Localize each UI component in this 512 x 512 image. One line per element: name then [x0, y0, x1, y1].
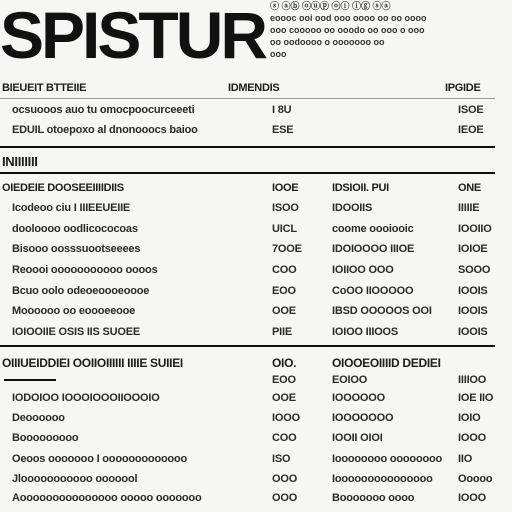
- section2-row-value: IOOIIO: [458, 223, 492, 235]
- section2-row-value: OOE: [272, 305, 296, 317]
- section3-row-label: Deoooooo: [12, 412, 65, 424]
- section2-row-value: IOOIS: [458, 305, 488, 317]
- section2-row-label: Bisooo oosssuootseeees: [12, 243, 141, 255]
- section2-row-value: ISOO: [272, 202, 299, 214]
- section2-row-value: IOOIS: [458, 326, 488, 338]
- section2-row-label: dooloooo oodlicococoas: [12, 223, 138, 235]
- section2-row-value: IOIOO IIIOOS: [332, 326, 399, 338]
- section2-header-col4: ONE: [458, 182, 481, 194]
- section2-row-value: SOOO: [458, 264, 491, 276]
- section2-row-value: PIIE: [272, 326, 292, 338]
- section3-subheader: EOIOO: [332, 374, 368, 386]
- section1-row-value: I 8U: [272, 104, 292, 116]
- tagline-line: ⓢ ⓐⓑ ⓞⓤⓟ ⓞⓘ ⓘⓖ ⓢⓐ: [270, 1, 391, 11]
- section2-row-value: IDOOIIS: [332, 202, 373, 214]
- section3-row-value: IOOO: [458, 432, 486, 444]
- section2-row-value: COO: [272, 264, 297, 276]
- section3-row-value: OOE: [272, 392, 296, 404]
- section2-row-value: CoOO IIOOOOO: [332, 285, 414, 297]
- section3-row-value: IOOII OIOI: [332, 432, 383, 444]
- section2-row-label: Icodeoo ciu I IIIEEUEIIE: [12, 202, 131, 214]
- section3-row-label: Aooooooooooooooo ooooo ooooooo: [12, 492, 202, 504]
- section3-row-label: Jlooooooooooo ooooool: [12, 473, 138, 485]
- section2-row-value: IIIIIE: [458, 202, 480, 214]
- section3-subheader: EOO: [272, 374, 296, 386]
- section2-top-rule: [0, 146, 495, 148]
- section2-row-value: IBSD OOOOOS OOI: [332, 305, 432, 317]
- section3-row-value: IOE IIO: [458, 392, 494, 404]
- section2-row-label: IOIOOIIE OSIS IIS SUOEE: [12, 326, 141, 338]
- section3-subheader: IIIIOO: [458, 374, 487, 386]
- section2-row-value: IDOIOOOO IIIOE: [332, 243, 415, 255]
- section1-divider: [0, 98, 495, 99]
- section2-row-value: IOOIS: [458, 285, 488, 297]
- section3-row-value: IOOOOOO: [332, 392, 385, 404]
- section3-row-value: IOIO: [458, 412, 481, 424]
- section1-row-label: EDUIL otoepoxo al dnonooocs baioo: [12, 124, 198, 136]
- section3-row-value: OOO: [272, 473, 298, 485]
- section2-title-rule: [0, 172, 495, 174]
- section2-title: INIIIIIII: [2, 154, 38, 169]
- section3-row-value: IOOO: [458, 492, 486, 504]
- tagline-line: eoooc ooi ood ooo oooo oo oo oooo: [270, 13, 427, 23]
- section2-row-value: 7OOE: [272, 243, 302, 255]
- section2-row-label: Reoooi ooooooooooo oooos: [12, 264, 158, 276]
- section3-row-value: Ioooooooo oooooooo: [332, 453, 443, 465]
- section2-row-label: Moooooo oo eoooeeooe: [12, 305, 136, 317]
- section1-row-value: ESE: [272, 124, 294, 136]
- section2-header-col2: IOOE: [272, 182, 299, 194]
- section1-header-col2: IDMENDIS: [228, 82, 280, 94]
- section3-header-underline: [4, 379, 56, 381]
- section2-row-value: IOIIOO OOO: [332, 264, 394, 276]
- section2-header-col1: OIEDEIE DOOSEEIIIIDIIS: [2, 182, 124, 194]
- section3-row-label: Booooooooo: [12, 432, 79, 444]
- section3-row-value: OOO: [272, 492, 298, 504]
- section3-row-value: IOOO: [272, 412, 300, 424]
- section3-row-value: Booooooo oooo: [332, 492, 415, 504]
- section3-top-rule: [0, 345, 495, 347]
- section2-row-value: IOIOE: [458, 243, 488, 255]
- section3-row-value: IIO: [458, 453, 473, 465]
- section2-row-label: Bcuo oolo odeoeoooeoooe: [12, 285, 150, 297]
- section3-header-col2: OIO.: [272, 356, 297, 370]
- section3-row-label: Oeoos ooooooo I ooooooooooooo: [12, 453, 188, 465]
- section3-header-col3: OIOOEOIIIID DEDIEI: [332, 356, 441, 370]
- section1-header-col3: IPGIDE: [445, 82, 481, 94]
- tagline-line: ooo: [270, 49, 287, 59]
- section3-row-value: COO: [272, 432, 297, 444]
- section1-row-value: ISOE: [458, 104, 484, 116]
- section2-row-value: EOO: [272, 285, 296, 297]
- section3-row-value: IOOOOOOO: [332, 412, 394, 424]
- section3-header-col1: OIIIUEIDDIEI OOIIOIIIIII IIIIE SUIIEI: [2, 356, 183, 370]
- section3-row-label: IODOIOO IOOOIOOOIIOOOIO: [12, 392, 160, 404]
- section3-row-value: ISO: [272, 453, 291, 465]
- section1-row-label: ocsuooos auo tu omocpoocurceeeti: [12, 104, 195, 116]
- brand-title: SPISTUR: [0, 0, 266, 72]
- section3-row-value: Ooooo: [458, 473, 493, 485]
- section2-row-value: coome oooiooic: [332, 223, 414, 235]
- section3-row-value: Iooooooooooooooo: [332, 473, 433, 485]
- section2-header-col3: IDSIOII. PUI: [332, 182, 389, 194]
- section2-row-value: UICL: [272, 223, 297, 235]
- tagline-line: ooo cooooo oo ooodo oo ooo o ooo: [270, 25, 425, 35]
- tagline-line: oo oodoooo o ooooooo oo: [270, 37, 385, 47]
- section1-row-value: IEOE: [458, 124, 484, 136]
- section1-header-col1: BIEUEIT BTTEIIE: [2, 82, 87, 94]
